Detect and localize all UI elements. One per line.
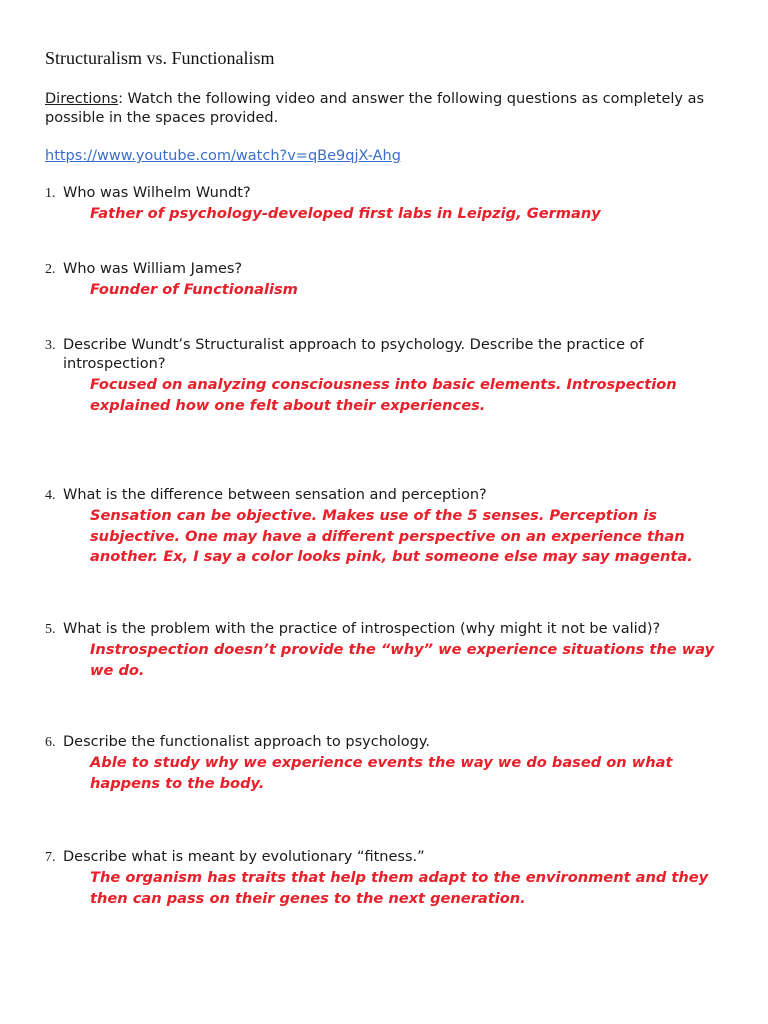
video-link[interactable]: https://www.youtube.com/watch?v=qBe9qjX-Ahg	[45, 148, 401, 164]
answer-text: The organism has traits that help them adapt to the environment and they then can pass on their genes to the next generation.	[90, 869, 709, 907]
question-2	[45, 260, 735, 301]
answer-text: Focused on analyzing consciousness into basic elements. Introspection explained how one felt about their experiences.	[90, 376, 677, 414]
question-number: 7.	[45, 850, 56, 865]
answer-text: Able to study why we experience events the way we do based on what happens to the body.	[90, 754, 673, 792]
question-number: 5.	[45, 622, 56, 637]
answer-text: Instrospection doesn’t provide the “why” we experience situations the way we do.	[90, 641, 715, 679]
question-text: Describe what is meant by evolutionary “fitness.”	[63, 849, 425, 865]
answer-text: Father of psychology-developed first labs in Leipzig, Germany	[90, 205, 601, 222]
question-text: Who was Wilhelm Wundt?	[63, 185, 251, 201]
question-number: 2.	[45, 262, 56, 277]
question-number: 3.	[45, 338, 56, 353]
answer-text: Founder of Functionalism	[90, 281, 298, 298]
question-number: 1.	[45, 186, 56, 201]
question-text: Describe Wundt’s Structuralist approach to psychology. Describe the practice of introspection?	[63, 337, 644, 372]
question-3	[45, 336, 735, 416]
answer-text: Sensation can be objective. Makes use of the 5 senses. Perception is subjective. One may have a different perspective on an experience than another. Ex, I say a color looks pink, but someone else may say magenta.	[90, 507, 693, 565]
question-text: Who was William James?	[63, 261, 243, 277]
question-text: What is the difference between sensation and perception?	[63, 487, 487, 503]
question-5	[45, 620, 735, 681]
question-number: 6.	[45, 735, 56, 750]
question-text: What is the problem with the practice of introspection (why might it not be valid)?	[63, 621, 661, 637]
question-text: Describe the functionalist approach to psychology.	[63, 734, 430, 750]
page-title: Structuralism vs. Functionalism	[45, 48, 275, 68]
directions-paragraph	[45, 90, 725, 128]
question-6	[45, 733, 735, 794]
question-number: 4.	[45, 488, 56, 503]
question-1	[45, 184, 735, 225]
question-7	[45, 848, 735, 909]
directions-label: Directions	[45, 91, 119, 107]
question-4	[45, 486, 735, 568]
directions-text: : Watch the following video and answer the following questions as completely as possible in the spaces provided.	[45, 91, 705, 126]
